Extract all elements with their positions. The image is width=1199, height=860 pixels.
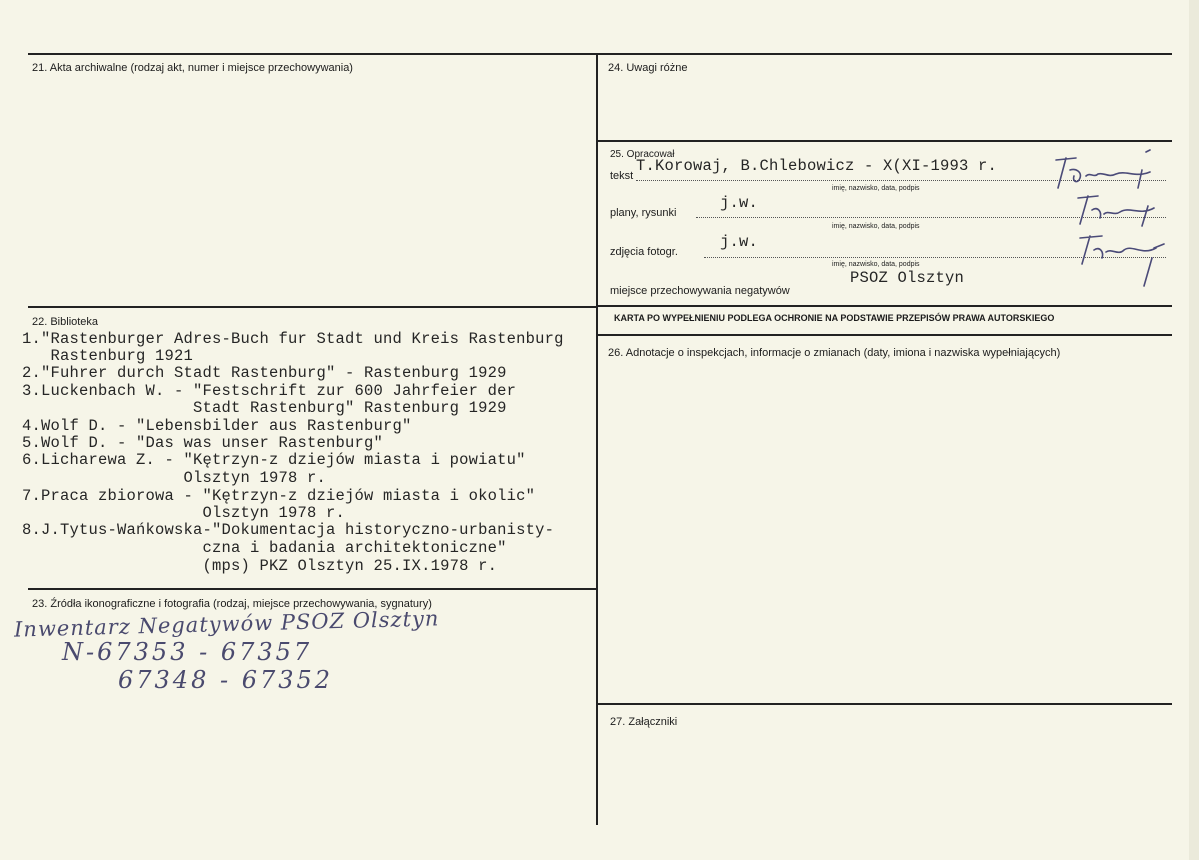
section-22-label: 22. Biblioteka — [32, 316, 99, 328]
section-23-label: 23. Źródła ikonograficzne i fotografia (rodzaj, miejsce przechowywania, sygnatury) — [32, 598, 432, 610]
rule-legal-26 — [598, 334, 1172, 336]
handwritten-range-1: N-67353 - 67357 — [62, 638, 313, 666]
bibliography-line: 4.Wolf D. - "Lebensbilder aus Rastenburg" — [22, 417, 412, 435]
card-edge — [1189, 0, 1199, 860]
section-25-label: 25. Opracował — [610, 149, 675, 160]
handwritten-inventory: Inwentarz Negatywów PSOZ Olsztyn — [13, 606, 440, 642]
zdjecia-caption: imię, nazwisko, data, podpis — [832, 261, 920, 268]
bibliography-line: Stadt Rastenburg" Rastenburg 1929 — [22, 399, 507, 417]
negatywy-value: PSOZ Olsztyn — [850, 269, 965, 287]
bibliography-line: 7.Praca zbiorowa - "Kętrzyn-z dziejów miasta i okolic" — [22, 487, 536, 505]
section-26-label: 26. Adnotacje o inspekcjach, informacje o zmianach (daty, imiona i nazwiska wypełniających) — [608, 347, 1061, 359]
top-rule — [28, 53, 1172, 55]
plany-caption: imię, nazwisko, data, podpis — [832, 223, 920, 230]
bibliography-line: 6.Licharewa Z. - "Kętrzyn-z dziejów miasta i powiatu" — [22, 451, 526, 469]
bibliography-line: Rastenburg 1921 — [22, 347, 194, 365]
tekst-label: tekst — [610, 170, 634, 182]
bibliography-line: Olsztyn 1978 r. — [22, 504, 346, 522]
zdjecia-label: zdjęcia fotogr. — [610, 246, 678, 258]
negatywy-label: miejsce przechowywania negatywów — [610, 285, 790, 297]
zdjecia-value: j.w. — [720, 233, 759, 251]
rule-21-22 — [28, 306, 598, 308]
rule-22-23 — [28, 588, 598, 590]
bibliography-line: czna i badania architektoniczne" — [22, 539, 507, 557]
handwritten-range-2: 67348 - 67352 — [118, 666, 334, 694]
rule-25-legal — [598, 305, 1172, 307]
bibliography-line: (mps) PKZ Olsztyn 25.IX.1978 r. — [22, 557, 498, 575]
bibliography-line: 8.J.Tytus-Wańkowska-"Dokumentacja historyczno-urbanisty- — [22, 521, 555, 539]
section-24-label: 24. Uwagi różne — [608, 62, 688, 74]
rule-26-27 — [598, 703, 1172, 705]
bibliography-line: 2."Fuhrer durch Stadt Rastenburg" - Rastenburg 1929 — [22, 364, 507, 382]
legal-notice: KARTA PO WYPEŁNIENIU PODLEGA OCHRONIE NA PODSTAWIE PRZEPISÓW PRAWA AUTORSKIEGO — [614, 313, 1055, 323]
plany-label: plany, rysunki — [610, 207, 677, 219]
bibliography-line: Olsztyn 1978 r. — [22, 469, 327, 487]
bibliography-line: 5.Wolf D. - "Das was unser Rastenburg" — [22, 434, 384, 452]
tekst-caption: imię, nazwisko, data, podpis — [832, 185, 920, 192]
tekst-value: T.Korowaj, B.Chlebowicz - X(XI-1993 r. — [636, 157, 998, 175]
bibliography-line: 3.Luckenbach W. - "Festschrift zur 600 Jahrfeier der — [22, 382, 517, 400]
signature-icon — [1046, 148, 1166, 288]
rule-24-25 — [598, 140, 1172, 142]
center-divider — [596, 53, 598, 825]
bibliography-line: 1."Rastenburger Adres-Buch fur Stadt und Kreis Rastenburg — [22, 330, 564, 348]
section-21-label: 21. Akta archiwalne (rodzaj akt, numer i miejsce przechowywania) — [32, 62, 353, 74]
plany-value: j.w. — [720, 194, 759, 212]
section-27-label: 27. Załączniki — [610, 716, 678, 728]
